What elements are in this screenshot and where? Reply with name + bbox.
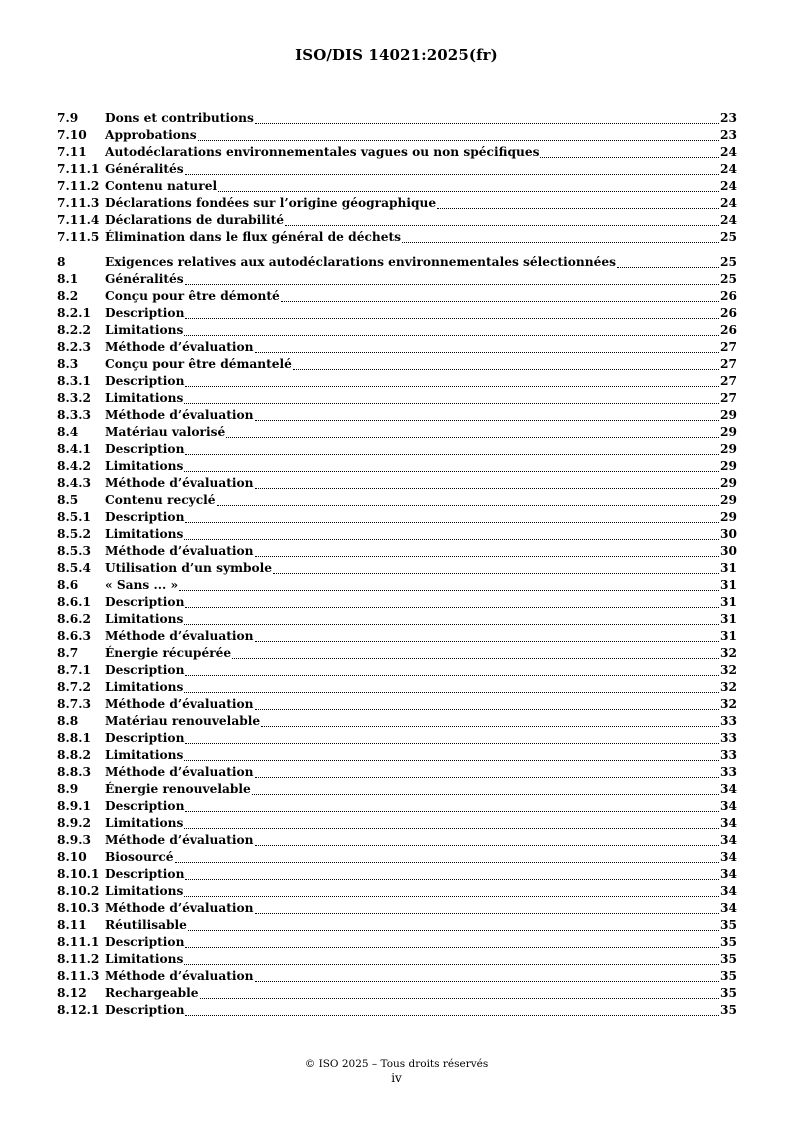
toc-dot-leader: [255, 637, 720, 642]
toc-entry[interactable]: [57, 917, 737, 934]
toc-entry-page: 27: [720, 391, 737, 405]
toc-entry-title: Utilisation d’un symbole: [105, 561, 273, 575]
toc-dot-leader: [255, 909, 720, 914]
toc-entry-number: 8.5.3: [57, 544, 91, 558]
toc-entry-page: 35: [720, 918, 737, 932]
toc-dot-leader: [402, 238, 719, 243]
toc-entry-page: 34: [720, 850, 737, 864]
toc-entry-title: Description: [105, 442, 185, 456]
toc-entry-title: Méthode d’évaluation: [105, 697, 254, 711]
toc-dot-leader: [285, 221, 719, 226]
toc-entry-title: Méthode d’évaluation: [105, 765, 254, 779]
toc-entry[interactable]: [57, 1002, 737, 1019]
toc-entry[interactable]: [57, 144, 737, 161]
toc-entry-page: 26: [720, 289, 737, 303]
toc-entry-page: 31: [720, 578, 737, 592]
toc-entry-page: 33: [720, 765, 737, 779]
toc-entry-title: Méthode d’évaluation: [105, 544, 254, 558]
toc-entry[interactable]: [57, 543, 737, 560]
toc-entry-number: 8.3.2: [57, 391, 91, 405]
toc-entry-number: 8.7: [57, 646, 79, 660]
toc-entry-number: 8.8.2: [57, 748, 91, 762]
toc-entry-title: Énergie renouvelable: [105, 782, 251, 796]
toc-entry[interactable]: [57, 475, 737, 492]
toc-dot-leader: [185, 807, 719, 812]
toc-entry-number: 8.6.2: [57, 612, 91, 626]
toc-entry-title: Limitations: [105, 816, 184, 830]
toc-entry-title: Description: [105, 935, 185, 949]
toc-dot-leader: [185, 739, 719, 744]
toc-dot-leader: [255, 841, 720, 846]
toc-entry-number: 8.2.2: [57, 323, 91, 337]
toc-dot-leader: [273, 569, 719, 574]
toc-entry-title: Généralités: [105, 272, 184, 286]
toc-dot-leader: [255, 705, 720, 710]
toc-dot-leader: [184, 688, 719, 693]
toc-dot-leader: [617, 263, 719, 268]
toc-dot-leader: [185, 1011, 719, 1016]
toc-entry-page: 26: [720, 323, 737, 337]
toc-entry-number: 8.8.1: [57, 731, 91, 745]
toc-entry-title: Description: [105, 595, 185, 609]
toc-entry-number: 8.4.2: [57, 459, 91, 473]
toc-dot-leader: [185, 382, 719, 387]
toc-dot-leader: [255, 773, 720, 778]
toc-entry[interactable]: [57, 458, 737, 475]
toc-entry-title: Limitations: [105, 527, 184, 541]
toc-entry-page: 35: [720, 935, 737, 949]
toc-entry-number: 8.11: [57, 918, 87, 932]
toc-entry[interactable]: [57, 951, 737, 968]
toc-entry-number: 7.11.5: [57, 230, 100, 244]
toc-dot-leader: [184, 960, 719, 965]
toc-dot-leader: [293, 365, 719, 370]
toc-dot-leader: [185, 603, 719, 608]
toc-entry-title: Description: [105, 374, 185, 388]
toc-dot-leader: [185, 170, 719, 175]
toc-entry-number: 7.11.2: [57, 179, 100, 193]
toc-entry-number: 7.11: [57, 145, 87, 159]
toc-dot-leader: [255, 119, 719, 124]
toc-entry-page: 32: [720, 697, 737, 711]
toc-entry[interactable]: [57, 764, 737, 781]
toc-entry-number: 8.7.1: [57, 663, 91, 677]
toc-entry-page: 26: [720, 306, 737, 320]
toc-entry-number: 7.11.1: [57, 162, 100, 176]
toc-entry[interactable]: [57, 288, 737, 305]
toc-entry[interactable]: [57, 161, 737, 178]
toc-entry-page: 27: [720, 374, 737, 388]
toc-entry[interactable]: [57, 900, 737, 917]
toc-entry[interactable]: [57, 526, 737, 543]
page-footer: [0, 1057, 793, 1085]
toc-dot-leader: [184, 824, 719, 829]
toc-entry-number: 8.11.1: [57, 935, 100, 949]
toc-entry-page: 32: [720, 663, 737, 677]
toc-dot-leader: [179, 586, 719, 591]
toc-entry-title: Limitations: [105, 612, 184, 626]
toc-entry[interactable]: [57, 866, 737, 883]
toc-entry-number: 8.12: [57, 986, 87, 1000]
toc-entry-number: 8.5: [57, 493, 79, 507]
toc-entry-number: 8: [57, 255, 66, 269]
toc-entry-number: 8.5.4: [57, 561, 91, 575]
toc-entry[interactable]: [57, 628, 737, 645]
toc-dot-leader: [281, 297, 719, 302]
toc-entry[interactable]: [57, 849, 737, 866]
toc-dot-leader: [185, 518, 719, 523]
toc-entry[interactable]: [57, 195, 737, 212]
toc-entry-page: 29: [720, 459, 737, 473]
toc-entry-title: Méthode d’évaluation: [105, 340, 254, 354]
toc-entry-number: 8.10.1: [57, 867, 100, 881]
toc-entry-number: 8.5.1: [57, 510, 91, 524]
toc-entry-title: Description: [105, 867, 185, 881]
toc-dot-leader: [184, 620, 719, 625]
toc-entry-number: 8.2.3: [57, 340, 91, 354]
toc-entry-page: 29: [720, 493, 737, 507]
toc-entry-page: 31: [720, 612, 737, 626]
toc-entry-title: Méthode d’évaluation: [105, 969, 254, 983]
toc-entry[interactable]: [57, 577, 737, 594]
toc-entry-title: Contenu naturel: [105, 179, 218, 193]
toc-entry-page: 29: [720, 476, 737, 490]
toc-entry-title: Limitations: [105, 748, 184, 762]
toc-entry[interactable]: [57, 747, 737, 764]
toc-entry[interactable]: [57, 883, 737, 900]
toc-entry[interactable]: [57, 781, 737, 798]
toc-entry-number: 8.4: [57, 425, 79, 439]
toc-entry-page: 35: [720, 986, 737, 1000]
toc-entry-page: 24: [720, 196, 737, 210]
toc-entry-page: 33: [720, 714, 737, 728]
toc-dot-leader: [185, 314, 719, 319]
toc-dot-leader: [217, 501, 720, 506]
toc-entry[interactable]: [57, 424, 737, 441]
table-of-contents: [57, 110, 737, 1019]
toc-entry-title: Limitations: [105, 391, 184, 405]
toc-entry-title: Élimination dans le flux général de déchets: [105, 230, 401, 244]
toc-entry[interactable]: [57, 832, 737, 849]
toc-dot-leader: [200, 994, 719, 999]
toc-entry-number: 8.1: [57, 272, 79, 286]
toc-dot-leader: [226, 433, 719, 438]
toc-dot-leader: [184, 331, 719, 336]
toc-dot-leader: [185, 450, 719, 455]
toc-entry-title: Description: [105, 663, 185, 677]
toc-dot-leader: [185, 280, 719, 285]
toc-entry[interactable]: [57, 509, 737, 526]
toc-entry-title: Rechargeable: [105, 986, 199, 1000]
toc-entry[interactable]: [57, 212, 737, 229]
toc-dot-leader: [185, 671, 719, 676]
toc-entry-title: Énergie récupérée: [105, 646, 232, 660]
toc-entry-page: 25: [720, 255, 737, 269]
toc-entry-number: 8.9: [57, 782, 79, 796]
toc-entry-page: 24: [720, 179, 737, 193]
toc-entry-title: Dons et contributions: [105, 111, 254, 125]
toc-entry[interactable]: [57, 815, 737, 832]
toc-entry-title: Limitations: [105, 680, 184, 694]
toc-dot-leader: [184, 756, 719, 761]
toc-dot-leader: [255, 977, 720, 982]
toc-entry[interactable]: [57, 492, 737, 509]
toc-entry-number: 7.11.3: [57, 196, 100, 210]
toc-entry[interactable]: [57, 594, 737, 611]
toc-entry-page: 24: [720, 145, 737, 159]
toc-entry-page: 35: [720, 1003, 737, 1017]
toc-entry[interactable]: [57, 356, 737, 373]
toc-entry[interactable]: [57, 662, 737, 679]
toc-entry-title: Conçu pour être démonté: [105, 289, 280, 303]
toc-entry-page: 30: [720, 544, 737, 558]
toc-entry-title: Description: [105, 306, 185, 320]
toc-entry[interactable]: [57, 645, 737, 662]
toc-entry-number: 8.8: [57, 714, 79, 728]
toc-entry-number: 8.10: [57, 850, 87, 864]
toc-dot-leader: [185, 943, 719, 948]
toc-entry-page: 32: [720, 680, 737, 694]
toc-entry-number: 8.3: [57, 357, 79, 371]
toc-entry-page: 30: [720, 527, 737, 541]
toc-entry-page: 31: [720, 629, 737, 643]
toc-entry-title: Limitations: [105, 884, 184, 898]
toc-entry-title: Réutilisable: [105, 918, 187, 932]
toc-dot-leader: [437, 204, 719, 209]
toc-entry[interactable]: [57, 407, 737, 424]
toc-entry-page: 35: [720, 952, 737, 966]
toc-entry-page: 23: [720, 128, 737, 142]
toc-entry-page: 33: [720, 731, 737, 745]
toc-entry-number: 7.9: [57, 111, 79, 125]
toc-entry-title: Biosourcé: [105, 850, 174, 864]
toc-entry-title: Déclarations fondées sur l’origine géographique: [105, 196, 437, 210]
toc-entry-number: 8.4.1: [57, 442, 91, 456]
toc-entry-number: 7.11.4: [57, 213, 100, 227]
toc-entry-title: Limitations: [105, 459, 184, 473]
toc-entry-title: « Sans ... »: [105, 578, 179, 592]
toc-entry[interactable]: [57, 696, 737, 713]
toc-dot-leader: [255, 348, 720, 353]
toc-entry-title: Matériau valorisé: [105, 425, 226, 439]
toc-entry[interactable]: [57, 611, 737, 628]
toc-entry-number: 8.9.3: [57, 833, 91, 847]
copyright-notice: © ISO 2025 – Tous droits réservés: [304, 1058, 489, 1070]
toc-dot-leader: [232, 654, 719, 659]
toc-entry-page: 35: [720, 969, 737, 983]
toc-entry[interactable]: [57, 229, 737, 246]
toc-entry-number: 8.10.2: [57, 884, 100, 898]
toc-entry[interactable]: [57, 339, 737, 356]
toc-entry-number: 7.10: [57, 128, 87, 142]
toc-entry-title: Limitations: [105, 952, 184, 966]
toc-entry[interactable]: [57, 798, 737, 815]
toc-entry[interactable]: [57, 305, 737, 322]
toc-entry-number: 8.12.1: [57, 1003, 100, 1017]
toc-entry-number: 8.5.2: [57, 527, 91, 541]
toc-entry-title: Approbations: [105, 128, 197, 142]
toc-dot-leader: [255, 552, 720, 557]
toc-entry[interactable]: [57, 254, 737, 271]
toc-entry-page: 29: [720, 408, 737, 422]
toc-entry[interactable]: [57, 373, 737, 390]
toc-entry[interactable]: [57, 713, 737, 730]
toc-entry[interactable]: [57, 730, 737, 747]
toc-entry-title: Méthode d’évaluation: [105, 901, 254, 915]
toc-entry-title: Méthode d’évaluation: [105, 476, 254, 490]
toc-entry-page: 34: [720, 884, 737, 898]
toc-entry-page: 24: [720, 213, 737, 227]
toc-entry-title: Exigences relatives aux autodéclarations environnementales sélectionnées: [105, 255, 616, 269]
toc-dot-leader: [184, 892, 719, 897]
toc-entry-title: Contenu recyclé: [105, 493, 216, 507]
toc-entry-page: 29: [720, 510, 737, 524]
toc-entry[interactable]: [57, 441, 737, 458]
toc-dot-leader: [184, 467, 719, 472]
toc-entry-number: 8.9.2: [57, 816, 91, 830]
toc-entry-page: 34: [720, 782, 737, 796]
toc-entry[interactable]: [57, 322, 737, 339]
toc-entry-page: 24: [720, 162, 737, 176]
toc-entry-title: Matériau renouvelable: [105, 714, 261, 728]
toc-entry-number: 8.2.1: [57, 306, 91, 320]
toc-entry[interactable]: [57, 178, 737, 195]
toc-dot-leader: [198, 136, 719, 141]
toc-entry-page: 31: [720, 595, 737, 609]
toc-dot-leader: [188, 926, 719, 931]
toc-entry-number: 8.11.2: [57, 952, 100, 966]
toc-entry-title: Description: [105, 731, 185, 745]
toc-group-gap: [57, 246, 737, 254]
toc-entry-number: 8.2: [57, 289, 79, 303]
toc-entry-number: 8.6.1: [57, 595, 91, 609]
toc-entry-title: Autodéclarations environnementales vagues ou non spécifiques: [105, 145, 540, 159]
toc-entry[interactable]: [57, 679, 737, 696]
toc-entry-page: 34: [720, 901, 737, 915]
toc-entry-title: Description: [105, 1003, 185, 1017]
toc-entry-page: 34: [720, 867, 737, 881]
toc-entry-title: Méthode d’évaluation: [105, 629, 254, 643]
toc-entry-page: 29: [720, 442, 737, 456]
toc-entry-number: 8.6: [57, 578, 79, 592]
toc-dot-leader: [184, 399, 719, 404]
document-header: ISO/DIS 14021:2025(fr): [295, 46, 498, 64]
toc-entry-page: 34: [720, 833, 737, 847]
toc-dot-leader: [218, 187, 719, 192]
toc-entry[interactable]: [57, 560, 737, 577]
toc-dot-leader: [540, 153, 719, 158]
toc-entry-page: 27: [720, 340, 737, 354]
toc-dot-leader: [255, 484, 720, 489]
toc-entry-page: 34: [720, 799, 737, 813]
toc-entry-number: 8.3.3: [57, 408, 91, 422]
toc-entry-page: 29: [720, 425, 737, 439]
toc-entry-page: 33: [720, 748, 737, 762]
toc-entry-title: Méthode d’évaluation: [105, 408, 254, 422]
toc-entry-title: Description: [105, 510, 185, 524]
toc-entry-number: 8.7.3: [57, 697, 91, 711]
toc-entry[interactable]: [57, 985, 737, 1002]
toc-entry-number: 8.8.3: [57, 765, 91, 779]
toc-entry-number: 8.4.3: [57, 476, 91, 490]
toc-entry-number: 8.10.3: [57, 901, 100, 915]
toc-entry-page: 25: [720, 272, 737, 286]
toc-entry-page: 32: [720, 646, 737, 660]
toc-entry-page: 31: [720, 561, 737, 575]
toc-entry-number: 8.6.3: [57, 629, 91, 643]
toc-entry-page: 34: [720, 816, 737, 830]
toc-entry-number: 8.3.1: [57, 374, 91, 388]
toc-entry[interactable]: [57, 968, 737, 985]
toc-entry-page: 25: [720, 230, 737, 244]
toc-entry[interactable]: [57, 934, 737, 951]
toc-dot-leader: [261, 722, 719, 727]
toc-entry-title: Description: [105, 799, 185, 813]
toc-entry-title: Déclarations de durabilité: [105, 213, 284, 227]
toc-dot-leader: [184, 535, 719, 540]
toc-dot-leader: [255, 416, 720, 421]
toc-entry[interactable]: [57, 110, 737, 127]
toc-dot-leader: [185, 875, 719, 880]
toc-entry-title: Conçu pour être démantelé: [105, 357, 292, 371]
toc-entry-title: Limitations: [105, 323, 184, 337]
toc-entry[interactable]: [57, 127, 737, 144]
toc-entry-page: 23: [720, 111, 737, 125]
toc-entry-number: 8.9.1: [57, 799, 91, 813]
toc-entry-page: 27: [720, 357, 737, 371]
page-number: iv: [391, 1071, 402, 1085]
toc-dot-leader: [175, 858, 720, 863]
toc-entry-title: Méthode d’évaluation: [105, 833, 254, 847]
toc-entry-number: 8.11.3: [57, 969, 100, 983]
toc-dot-leader: [252, 790, 719, 795]
toc-entry-title: Généralités: [105, 162, 184, 176]
toc-entry[interactable]: [57, 390, 737, 407]
toc-entry-number: 8.7.2: [57, 680, 91, 694]
toc-entry[interactable]: [57, 271, 737, 288]
